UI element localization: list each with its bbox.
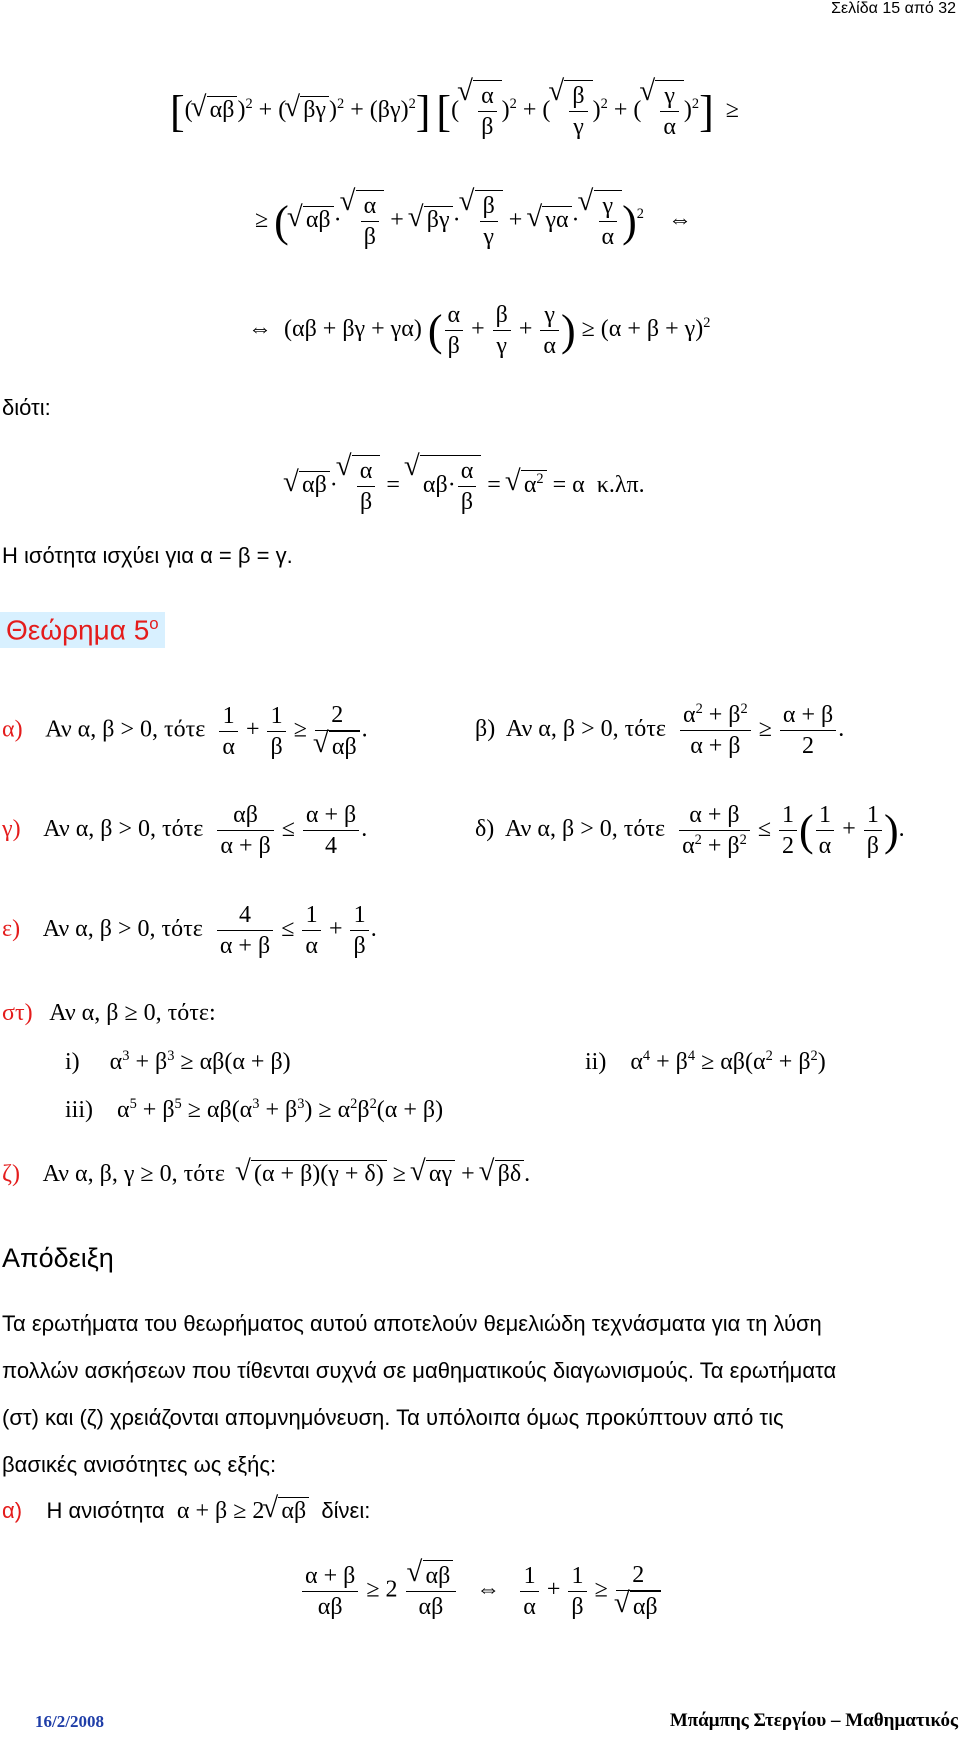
dioti-label: διότι: — [2, 395, 51, 420]
derivation-line-3: ⇔ (αβ + βγ + γα) ( $\frac{\alpha}{\beta}$ + $\frac{\beta}{\gamma}$ + $\frac{\gamma}{\alpha}$ ) ≥ $(\alpha + \beta + \gamma)^2$ — [248, 302, 711, 359]
theorem-item-st-ii: ii) $\alpha^4 + \beta^4 \ge \alpha\beta(\alpha^2 + \beta^2)$ — [585, 1048, 826, 1075]
theorem-item-b: β) Αν α, β > 0, τότε $\frac{\alpha^2 + \beta^2}{\alpha + \beta}$ ≥ $\frac{\alpha + \beta}{2}$ . — [475, 701, 845, 759]
equality-note: Η ισότητα ισχύει για α = β = γ. — [2, 543, 293, 568]
theorem-item-st: στ) Αν α, β ≥ 0, τότε: — [2, 1000, 216, 1026]
theorem-item-z: ζ) Αν α, β, γ ≥ 0, τότε √ (α + β)(γ + δ) ≥ √ αγ + √ βδ . — [2, 1160, 530, 1188]
theorem-item-a: α) Αν α, β > 0, τότε $\frac{1}{\alpha}$ + $\frac{1}{\beta}$ ≥ 2 √ αβ . — [2, 700, 368, 762]
footer-date: 16/2/2008 — [35, 1712, 104, 1731]
proof-paragraph: Τα ερωτήματα του θεωρήματος αυτού αποτελούν θεμελιώδη τεχνάσματα για τη λύση πολλών ασκήσεων που τίθενται συχνά σε μαθηματικούς διαγωνισμούς. Τα ερωτήματα (στ) και (ζ) χρειάζονται απομνημόνευση. Τα υπόλοιπα όμως προκύπτουν από τις βασικές ανισότητες ως εξής: — [2, 1311, 837, 1477]
derivation-line-1: [(√ αβ )$^2$ + (√ βγ )$^2 + (\beta\gamma)^2$] [( √ $\frac{\alpha}{\beta}$ )$^2$ + ( √ $\frac{\beta}{\gamma}$ )$^2$ + ( √ $\frac{\gamma}{\alpha}$ )$^2$] ≥ — [170, 80, 739, 142]
page-number: Σελίδα 15 από 32 — [831, 0, 956, 17]
proof-item-a: α) Η ανισότητα α + β ≥ 2√ αβ δίνει: — [2, 1497, 370, 1525]
theorem-title: Θεώρημα $5^o$ — [0, 612, 165, 648]
theorem-item-st-i: i) $\alpha^3 + \beta^3 \ge \alpha\beta(\alpha + \beta)$ — [65, 1048, 291, 1075]
theorem-item-c: γ) Αν α, β > 0, τότε $\frac{\alpha\beta}{\alpha + \beta}$ ≤ $\frac{\alpha + \beta}{4}$ . — [2, 802, 368, 859]
derivation-line-2: ≥ (√ αβ · √ $\frac{\alpha}{\beta}$ + √ βγ · √ $\frac{\beta}{\gamma}$ + √ γα · √ $\frac{\gamma}{\alpha}$ )$^2$ ⇔ — [255, 190, 692, 252]
proof-derivation: $\frac{\alpha + \beta}{\alpha\beta}$ ≥ 2 √ $\frac{\alpha\beta}{\alpha\beta}$ ⇔ $\frac{1}{\alpha}$ + $\frac{1}{\beta}$ ≥ 2 √ αβ — [300, 1560, 663, 1622]
theorem-item-e: ε) Αν α, β > 0, τότε $\frac{4}{\alpha + \beta}$ ≤ $\frac{1}{\alpha}$ + $\frac{1}{\beta}$ . — [2, 902, 377, 959]
theorem-item-st-iii: iii) $\alpha^5 + \beta^5 \ge \alpha\beta(\alpha^3 + \beta^3) \ge \alpha^2\beta^2(\alpha + \beta)$ — [65, 1096, 444, 1123]
derivation-line-4: √ αβ · √ $\frac{\alpha}{\beta}$ = √ αβ· $\frac{\alpha}{\beta}$ = √ $\alpha^2 = \alpha$ κ.λπ. — [285, 455, 645, 517]
theorem-item-d: δ) Αν α, β > 0, τότε $\frac{\alpha + \beta}{\alpha^2 + \beta^2}$ ≤ $\frac{1}{2}$ ( $\frac{1}{\alpha}$ + $\frac{1}{\beta}$ ). — [475, 802, 905, 859]
footer-author: Μπάμπης Στεργίου – Μαθηματικός — [669, 1710, 958, 1731]
proof-title: Απόδειξη — [2, 1243, 114, 1273]
